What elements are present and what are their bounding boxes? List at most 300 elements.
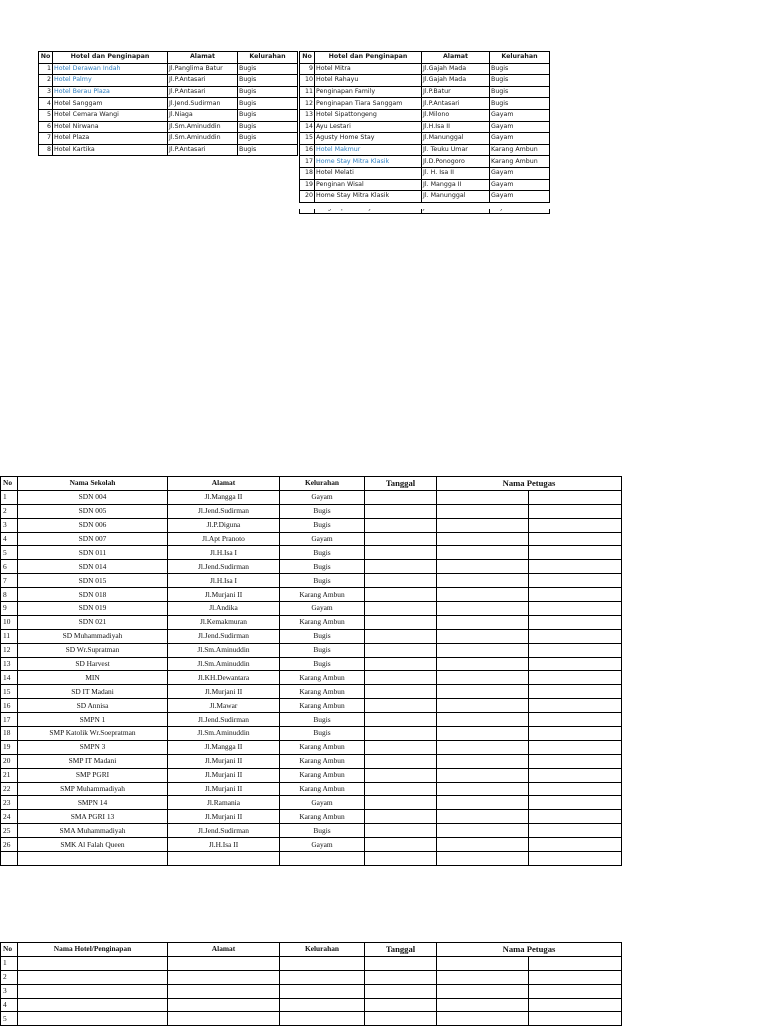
cell-hotel-name: Hotel Makmur	[315, 144, 422, 156]
cell-no: 12	[1, 643, 18, 657]
cell-alamat: Jl.P.Diguna	[168, 518, 280, 532]
cell-school-name: SD Annisa	[18, 699, 168, 713]
header-no: No	[1, 943, 18, 957]
cell-petugas-a	[437, 671, 529, 685]
cell-petugas-b	[529, 699, 622, 713]
cell-no: 9	[300, 63, 315, 75]
cell-alamat: Jl.Niaga	[168, 109, 238, 121]
header-alamat: Alamat	[422, 52, 490, 64]
cell-no: 2	[1, 970, 18, 984]
cell-alamat: Jl.Andika	[168, 602, 280, 616]
cell-tanggal	[365, 532, 437, 546]
cell-petugas-b	[529, 984, 622, 998]
cell-alamat: Jl.Sm.Aminuddin	[168, 643, 280, 657]
cell-kelurahan: Bugis	[280, 643, 365, 657]
cell-hotel-name	[18, 998, 168, 1012]
cell-petugas-a	[437, 560, 529, 574]
cell-petugas-b	[529, 602, 622, 616]
cell-no: 15	[1, 685, 18, 699]
cell-alamat: Jl.P.Antasari	[168, 86, 238, 98]
cell-kelurahan: Karang Ambun	[280, 588, 365, 602]
cell-petugas-b	[529, 546, 622, 560]
cell-tanggal	[365, 602, 437, 616]
cell-alamat: Jl.H.Isa I	[168, 546, 280, 560]
cell-school-name: SMPN 3	[18, 740, 168, 754]
cell-petugas-a	[437, 699, 529, 713]
header-kelurahan: Kelurahan	[280, 477, 365, 491]
cell-alamat: Jl.H.Isa I	[168, 574, 280, 588]
cell-no	[1, 852, 18, 866]
cell-hotel-name: Hotel Mitra	[315, 63, 422, 75]
cell-school-name: SD Muhammadiyah	[18, 629, 168, 643]
cell-school-name: SMK Al Falah Queen	[18, 838, 168, 852]
cell-no: 8	[1, 588, 18, 602]
cell-alamat: Jl.Gajah Mada	[422, 63, 490, 75]
cell-petugas-a	[437, 727, 529, 741]
page-crop-edge	[299, 203, 551, 209]
cell-petugas-b	[529, 768, 622, 782]
cell-kelurahan: Karang Ambun	[280, 685, 365, 699]
table-row	[300, 156, 550, 168]
cell-hotel-name: Hotel Palmy	[53, 75, 168, 87]
cell-no: 5	[39, 109, 53, 121]
cell-alamat: Jl.H.Isa II	[422, 121, 490, 133]
cell-school-name: SMP PGRI	[18, 768, 168, 782]
table-row	[1, 699, 622, 713]
cell-petugas-b	[529, 754, 622, 768]
cell-kelurahan: Gayam	[490, 167, 550, 179]
hotel-table-header	[300, 52, 550, 64]
cell-hotel-name: Agusty Home Stay	[315, 133, 422, 145]
table-row	[1, 588, 622, 602]
cell-tanggal	[365, 657, 437, 671]
table-row	[1, 727, 622, 741]
cell-kelurahan: Bugis	[280, 518, 365, 532]
cell-school-name: SDN 007	[18, 532, 168, 546]
cell-petugas-b	[529, 740, 622, 754]
table-row	[39, 75, 298, 87]
table-row	[1, 546, 622, 560]
cell-petugas-a	[437, 810, 529, 824]
cell-alamat: Jl.Gajah Mada	[422, 75, 490, 87]
cell-kelurahan: Bugis	[280, 713, 365, 727]
cell-no: 25	[1, 824, 18, 838]
cell-hotel-name: Penginapan Family	[315, 86, 422, 98]
cell-tanggal	[365, 546, 437, 560]
cell-alamat: Jl.Mangga II	[168, 740, 280, 754]
cell-kelurahan: Gayam	[490, 109, 550, 121]
cell-no: 26	[1, 838, 18, 852]
cell-alamat: Jl.Murjani II	[168, 810, 280, 824]
cell-petugas-b	[529, 970, 622, 984]
cell-hotel-name: Hotel Kartika	[53, 144, 168, 156]
cell-petugas-b	[529, 796, 622, 810]
header-hotel: Hotel dan Penginapan	[315, 52, 422, 64]
cell-petugas-a	[437, 546, 529, 560]
header-alamat: Alamat	[168, 52, 238, 64]
table-row	[300, 98, 550, 110]
cell-kelurahan: Bugis	[280, 727, 365, 741]
table-row	[300, 63, 550, 75]
cell-petugas-a	[437, 796, 529, 810]
cell-hotel-name	[18, 956, 168, 970]
cell-no: 1	[1, 956, 18, 970]
cell-alamat: Jl.Ramania	[168, 796, 280, 810]
cell-petugas-a	[437, 504, 529, 518]
table-row	[1, 602, 622, 616]
cell-school-name: SDN 021	[18, 615, 168, 629]
table-row	[1, 796, 622, 810]
cell-no: 17	[1, 713, 18, 727]
table-row	[1, 560, 622, 574]
cell-hotel-name: Hotel Melati	[315, 167, 422, 179]
cell-tanggal	[365, 490, 437, 504]
table-row	[39, 98, 298, 110]
cell-school-name	[18, 852, 168, 866]
table-row	[1, 518, 622, 532]
cell-school-name: SDN 018	[18, 588, 168, 602]
cell-alamat	[168, 998, 280, 1012]
cell-tanggal	[365, 699, 437, 713]
cell-kelurahan: Bugis	[238, 133, 298, 145]
cell-tanggal	[365, 998, 437, 1012]
cell-tanggal	[365, 782, 437, 796]
cell-kelurahan: Bugis	[490, 98, 550, 110]
hotel-table-right	[299, 51, 550, 214]
cell-kelurahan: Gayam	[490, 179, 550, 191]
cell-school-name: SMP IT Madani	[18, 754, 168, 768]
header-kelurahan: Kelurahan	[238, 52, 298, 64]
cell-tanggal	[365, 754, 437, 768]
cell-kelurahan: Gayam	[280, 490, 365, 504]
cell-petugas-b	[529, 956, 622, 970]
cell-petugas-b	[529, 998, 622, 1012]
cell-petugas-b	[529, 810, 622, 824]
cell-alamat: Jl.Jend.Sudirman	[168, 98, 238, 110]
cell-petugas-a	[437, 782, 529, 796]
cell-alamat: Jl.Sm.Aminuddin	[168, 657, 280, 671]
cell-kelurahan: Karang Ambun	[490, 156, 550, 168]
cell-alamat	[168, 970, 280, 984]
cell-petugas-a	[437, 984, 529, 998]
cell-kelurahan: Bugis	[238, 86, 298, 98]
cell-no: 14	[1, 671, 18, 685]
table-row	[300, 133, 550, 145]
cell-kelurahan: Bugis	[490, 75, 550, 87]
cell-petugas-b	[529, 643, 622, 657]
cell-petugas-a	[437, 615, 529, 629]
cell-kelurahan: Bugis	[238, 98, 298, 110]
cell-petugas-b	[529, 490, 622, 504]
hotel-table-header	[39, 52, 298, 64]
cell-petugas-b	[529, 518, 622, 532]
cell-kelurahan: Gayam	[280, 532, 365, 546]
cell-alamat	[168, 852, 280, 866]
cell-alamat: Jl.Jend.Sudirman	[168, 713, 280, 727]
cell-no: 10	[1, 615, 18, 629]
cell-tanggal	[365, 615, 437, 629]
cell-hotel-name: Ayu Lestari	[315, 121, 422, 133]
cell-kelurahan: Bugis	[280, 560, 365, 574]
cell-kelurahan: Bugis	[238, 109, 298, 121]
cell-alamat: Jl.Panglima Batur	[168, 63, 238, 75]
cell-alamat: Jl.Apt Pranoto	[168, 532, 280, 546]
cell-hotel-name	[18, 970, 168, 984]
cell-alamat: Jl.Sm.Aminuddin	[168, 121, 238, 133]
cell-no: 21	[1, 768, 18, 782]
table-row	[1, 838, 622, 852]
cell-tanggal	[365, 671, 437, 685]
cell-petugas-b	[529, 671, 622, 685]
cell-petugas-a	[437, 629, 529, 643]
cell-tanggal	[365, 824, 437, 838]
table-row	[1, 970, 622, 984]
cell-petugas-b	[529, 560, 622, 574]
cell-kelurahan: Gayam	[490, 121, 550, 133]
cell-kelurahan: Bugis	[280, 824, 365, 838]
cell-no: 13	[300, 109, 315, 121]
table-row	[1, 713, 622, 727]
table-row	[1, 671, 622, 685]
cell-no: 4	[1, 532, 18, 546]
cell-petugas-b	[529, 685, 622, 699]
table-row	[39, 144, 298, 156]
cell-tanggal	[365, 588, 437, 602]
cell-alamat: Jl.P.Antasari	[168, 75, 238, 87]
cell-kelurahan: Bugis	[238, 121, 298, 133]
header-alamat: Alamat	[168, 477, 280, 491]
cell-no: 16	[1, 699, 18, 713]
cell-kelurahan	[280, 852, 365, 866]
header-kelurahan: Kelurahan	[490, 52, 550, 64]
cell-kelurahan: Karang Ambun	[280, 699, 365, 713]
table-row	[300, 191, 550, 203]
cell-school-name: SD Wr.Supratman	[18, 643, 168, 657]
hotel-form-table	[0, 942, 622, 1026]
cell-petugas-a	[437, 970, 529, 984]
cell-petugas-a	[437, 490, 529, 504]
cell-petugas-b	[529, 727, 622, 741]
table-row	[1, 824, 622, 838]
cell-alamat: Jl.D.Ponogoro	[422, 156, 490, 168]
cell-alamat: Jl.Kemakmuran	[168, 615, 280, 629]
cell-alamat: Jl. H. Isa II	[422, 167, 490, 179]
table-row	[39, 109, 298, 121]
cell-kelurahan: Karang Ambun	[280, 671, 365, 685]
table-row	[1, 490, 622, 504]
header-hotel: Hotel dan Penginapan	[53, 52, 168, 64]
cell-petugas-a	[437, 852, 529, 866]
cell-petugas-b	[529, 629, 622, 643]
cell-petugas-a	[437, 768, 529, 782]
cell-tanggal	[365, 740, 437, 754]
cell-petugas-b	[529, 782, 622, 796]
table-row	[300, 144, 550, 156]
cell-kelurahan: Bugis	[280, 657, 365, 671]
cell-school-name: SDN 015	[18, 574, 168, 588]
table-row	[1, 643, 622, 657]
cell-school-name: SDN 006	[18, 518, 168, 532]
table-row	[300, 179, 550, 191]
cell-kelurahan: Bugis	[490, 86, 550, 98]
cell-school-name: SDN 014	[18, 560, 168, 574]
cell-no: 6	[39, 121, 53, 133]
cell-no: 7	[1, 574, 18, 588]
cell-petugas-a	[437, 643, 529, 657]
cell-petugas-a	[437, 574, 529, 588]
cell-no: 5	[1, 1012, 18, 1026]
cell-hotel-name	[18, 984, 168, 998]
cell-tanggal	[365, 574, 437, 588]
cell-hotel-name: Hotel Nirwana	[53, 121, 168, 133]
cell-school-name: SMP Katolik Wr.Soepratman	[18, 727, 168, 741]
cell-hotel-name: Hotel Berau Plaza	[53, 86, 168, 98]
cell-alamat: Jl.Jend.Sudirman	[168, 629, 280, 643]
cell-alamat: Jl.Sm.Aminuddin	[168, 727, 280, 741]
cell-petugas-b	[529, 615, 622, 629]
cell-petugas-b	[529, 824, 622, 838]
cell-tanggal	[365, 970, 437, 984]
cell-no: 17	[300, 156, 315, 168]
cell-petugas-a	[437, 740, 529, 754]
cell-hotel-name: Penginapan Tiara Sanggam	[315, 98, 422, 110]
cell-tanggal	[365, 838, 437, 852]
table-row	[300, 109, 550, 121]
header-tanggal: Tanggal	[365, 943, 437, 957]
cell-kelurahan: Karang Ambun	[280, 615, 365, 629]
table-row	[1, 998, 622, 1012]
cell-no: 11	[300, 86, 315, 98]
cell-petugas-b	[529, 838, 622, 852]
cell-tanggal	[365, 518, 437, 532]
cell-no: 13	[1, 657, 18, 671]
cell-school-name: SMPN 14	[18, 796, 168, 810]
cell-kelurahan: Karang Ambun	[280, 810, 365, 824]
cell-petugas-b	[529, 532, 622, 546]
header-nama-hotel: Nama Hotel/Penginapan	[18, 943, 168, 957]
cell-alamat: Jl.Manunggal	[422, 133, 490, 145]
cell-school-name: SDN 004	[18, 490, 168, 504]
cell-tanggal	[365, 768, 437, 782]
cell-alamat: Jl.H.Isa II	[168, 838, 280, 852]
cell-school-name: SDN 011	[18, 546, 168, 560]
cell-petugas-b	[529, 504, 622, 518]
cell-no: 19	[1, 740, 18, 754]
table-row	[300, 75, 550, 87]
cell-tanggal	[365, 852, 437, 866]
cell-no: 3	[39, 86, 53, 98]
header-no: No	[300, 52, 315, 64]
cell-no: 14	[300, 121, 315, 133]
cell-alamat: Jl.Milono	[422, 109, 490, 121]
cell-hotel-name: Penginan Wisal	[315, 179, 422, 191]
table-row	[1, 984, 622, 998]
table-row	[1, 504, 622, 518]
cell-petugas-b	[529, 852, 622, 866]
cell-tanggal	[365, 727, 437, 741]
cell-alamat: Jl.Jend.Sudirman	[168, 560, 280, 574]
cell-petugas-a	[437, 588, 529, 602]
cell-no: 9	[1, 602, 18, 616]
cell-hotel-name: Hotel Plaza	[53, 133, 168, 145]
cell-hotel-name: Hotel Derawan Indah	[53, 63, 168, 75]
cell-school-name: SMPN 1	[18, 713, 168, 727]
cell-kelurahan: Bugis	[238, 144, 298, 156]
cell-hotel-name: Hotel Sanggam	[53, 98, 168, 110]
cell-alamat: Jl.P.Antasari	[168, 144, 238, 156]
header-no: No	[1, 477, 18, 491]
cell-petugas-b	[529, 574, 622, 588]
cell-kelurahan: Karang Ambun	[280, 754, 365, 768]
cell-petugas-a	[437, 657, 529, 671]
cell-alamat: Jl.Murjani II	[168, 685, 280, 699]
cell-no: 22	[1, 782, 18, 796]
cell-kelurahan	[280, 956, 365, 970]
cell-hotel-name: Home Stay Mitra Klasik	[315, 191, 422, 203]
cell-tanggal	[365, 685, 437, 699]
table-row	[1, 740, 622, 754]
cell-hotel-name: Home Stay Mitra Klasik	[315, 156, 422, 168]
table-row	[39, 63, 298, 75]
table-row	[39, 121, 298, 133]
cell-no: 20	[300, 191, 315, 203]
cell-hotel-name: Hotel Sipattongeng	[315, 109, 422, 121]
cell-no: 1	[1, 490, 18, 504]
cell-no: 3	[1, 518, 18, 532]
cell-hotel-name: Hotel Cemara Wangi	[53, 109, 168, 121]
cell-kelurahan: Gayam	[280, 796, 365, 810]
cell-kelurahan: Bugis	[280, 574, 365, 588]
hotel-table-left	[38, 51, 298, 156]
table-row	[1, 657, 622, 671]
cell-tanggal	[365, 956, 437, 970]
cell-no: 4	[39, 98, 53, 110]
table-row	[1, 574, 622, 588]
cell-no: 8	[39, 144, 53, 156]
cell-kelurahan: Gayam	[490, 191, 550, 203]
cell-alamat: Jl.P.Batur	[422, 86, 490, 98]
cell-kelurahan: Gayam	[280, 838, 365, 852]
cell-school-name: SDN 005	[18, 504, 168, 518]
cell-alamat: Jl.Murjani II	[168, 754, 280, 768]
hotel-form-header	[1, 943, 622, 957]
cell-school-name: SDN 019	[18, 602, 168, 616]
school-table	[0, 476, 622, 866]
header-nama-sekolah: Nama Sekolah	[18, 477, 168, 491]
table-row	[1, 768, 622, 782]
cell-alamat: Jl.Jend.Sudirman	[168, 824, 280, 838]
cell-kelurahan: Karang Ambun	[280, 740, 365, 754]
table-row	[39, 133, 298, 145]
cell-no: 7	[39, 133, 53, 145]
cell-kelurahan	[280, 970, 365, 984]
cell-tanggal	[365, 810, 437, 824]
cell-petugas-a	[437, 754, 529, 768]
cell-alamat: Jl.Mawar	[168, 699, 280, 713]
cell-tanggal	[365, 504, 437, 518]
cell-tanggal	[365, 984, 437, 998]
cell-petugas-a	[437, 838, 529, 852]
cell-kelurahan: Gayam	[280, 602, 365, 616]
cell-no: 6	[1, 560, 18, 574]
cell-petugas-a	[437, 685, 529, 699]
table-row	[1, 810, 622, 824]
cell-school-name: SMA PGRI 13	[18, 810, 168, 824]
cell-no: 24	[1, 810, 18, 824]
cell-petugas-a	[437, 824, 529, 838]
cell-kelurahan: Karang Ambun	[280, 782, 365, 796]
cell-no: 23	[1, 796, 18, 810]
